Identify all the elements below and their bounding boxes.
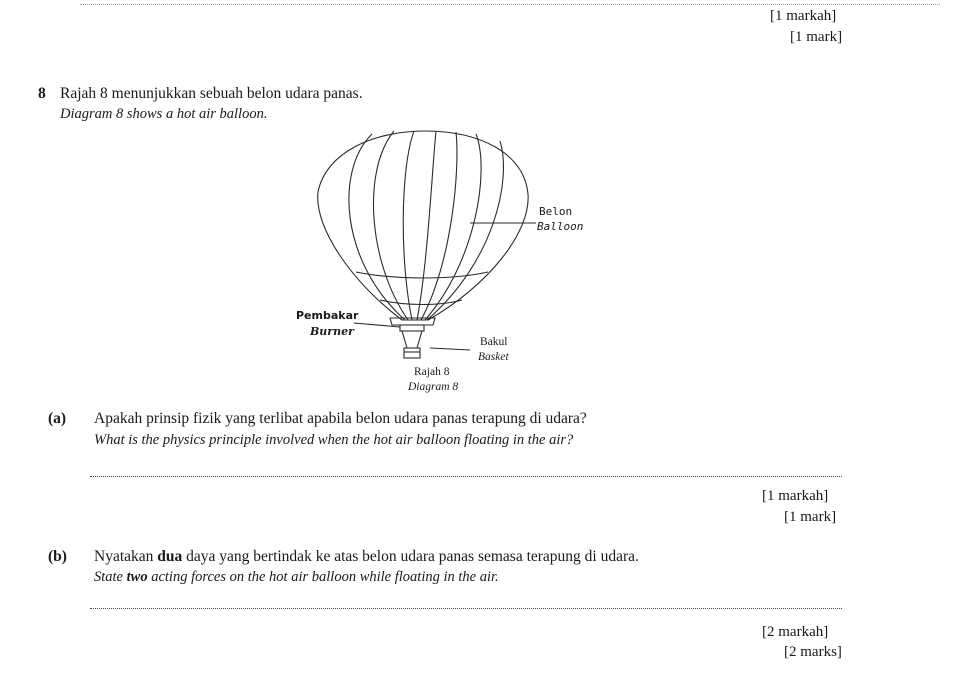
label-balloon-english: Balloon xyxy=(537,220,584,233)
part-b-question-english: State two acting forces on the hot air balloon while floating in the air. xyxy=(94,569,499,585)
question-stem-malay: Rajah 8 menunjukkan sebuah belon udara panas. xyxy=(60,85,363,102)
label-basket-english: Basket xyxy=(478,351,509,363)
balloon-basket xyxy=(404,348,420,358)
part-b-mark-english: [2 marks] xyxy=(784,644,842,660)
label-burner-english: Burner xyxy=(310,325,354,338)
part-b-question-malay: Nyatakan dua daya yang bertindak ke atas belon udara panas semasa terapung di udara. xyxy=(94,548,639,565)
part-a-label: (a) xyxy=(48,410,67,427)
diagram-caption-malay: Rajah 8 xyxy=(414,366,450,378)
emphasis-dua: dua xyxy=(157,548,183,565)
diagram-caption-english: Diagram 8 xyxy=(408,381,459,393)
header-mark-malay: [1 markah] xyxy=(770,8,837,24)
part-a-mark-english: [1 mark] xyxy=(784,509,837,525)
part-b-label: (b) xyxy=(48,548,67,565)
question-stem-english: Diagram 8 shows a hot air balloon. xyxy=(60,106,268,122)
label-balloon-malay: Belon xyxy=(539,205,573,218)
part-a-question-malay: Apakah prinsip fizik yang terlibat apabila belon udara panas terapung di udara? xyxy=(94,410,587,427)
part-a-answer-line[interactable] xyxy=(90,476,842,477)
part-a-question-english: What is the physics principle involved when the hot air balloon floating in the air? xyxy=(94,432,574,448)
part-b-mark-malay: [2 markah] xyxy=(762,624,829,640)
emphasis-two: two xyxy=(126,569,148,585)
question-number: 8 xyxy=(38,85,46,102)
label-burner-malay: Pembakar xyxy=(296,309,359,322)
label-basket-malay: Bakul xyxy=(480,336,508,348)
header-mark-english: [1 mark] xyxy=(790,29,843,45)
part-b-answer-line[interactable] xyxy=(90,608,842,609)
part-a-mark-malay: [1 markah] xyxy=(762,488,829,504)
balloon-envelope xyxy=(318,131,528,320)
